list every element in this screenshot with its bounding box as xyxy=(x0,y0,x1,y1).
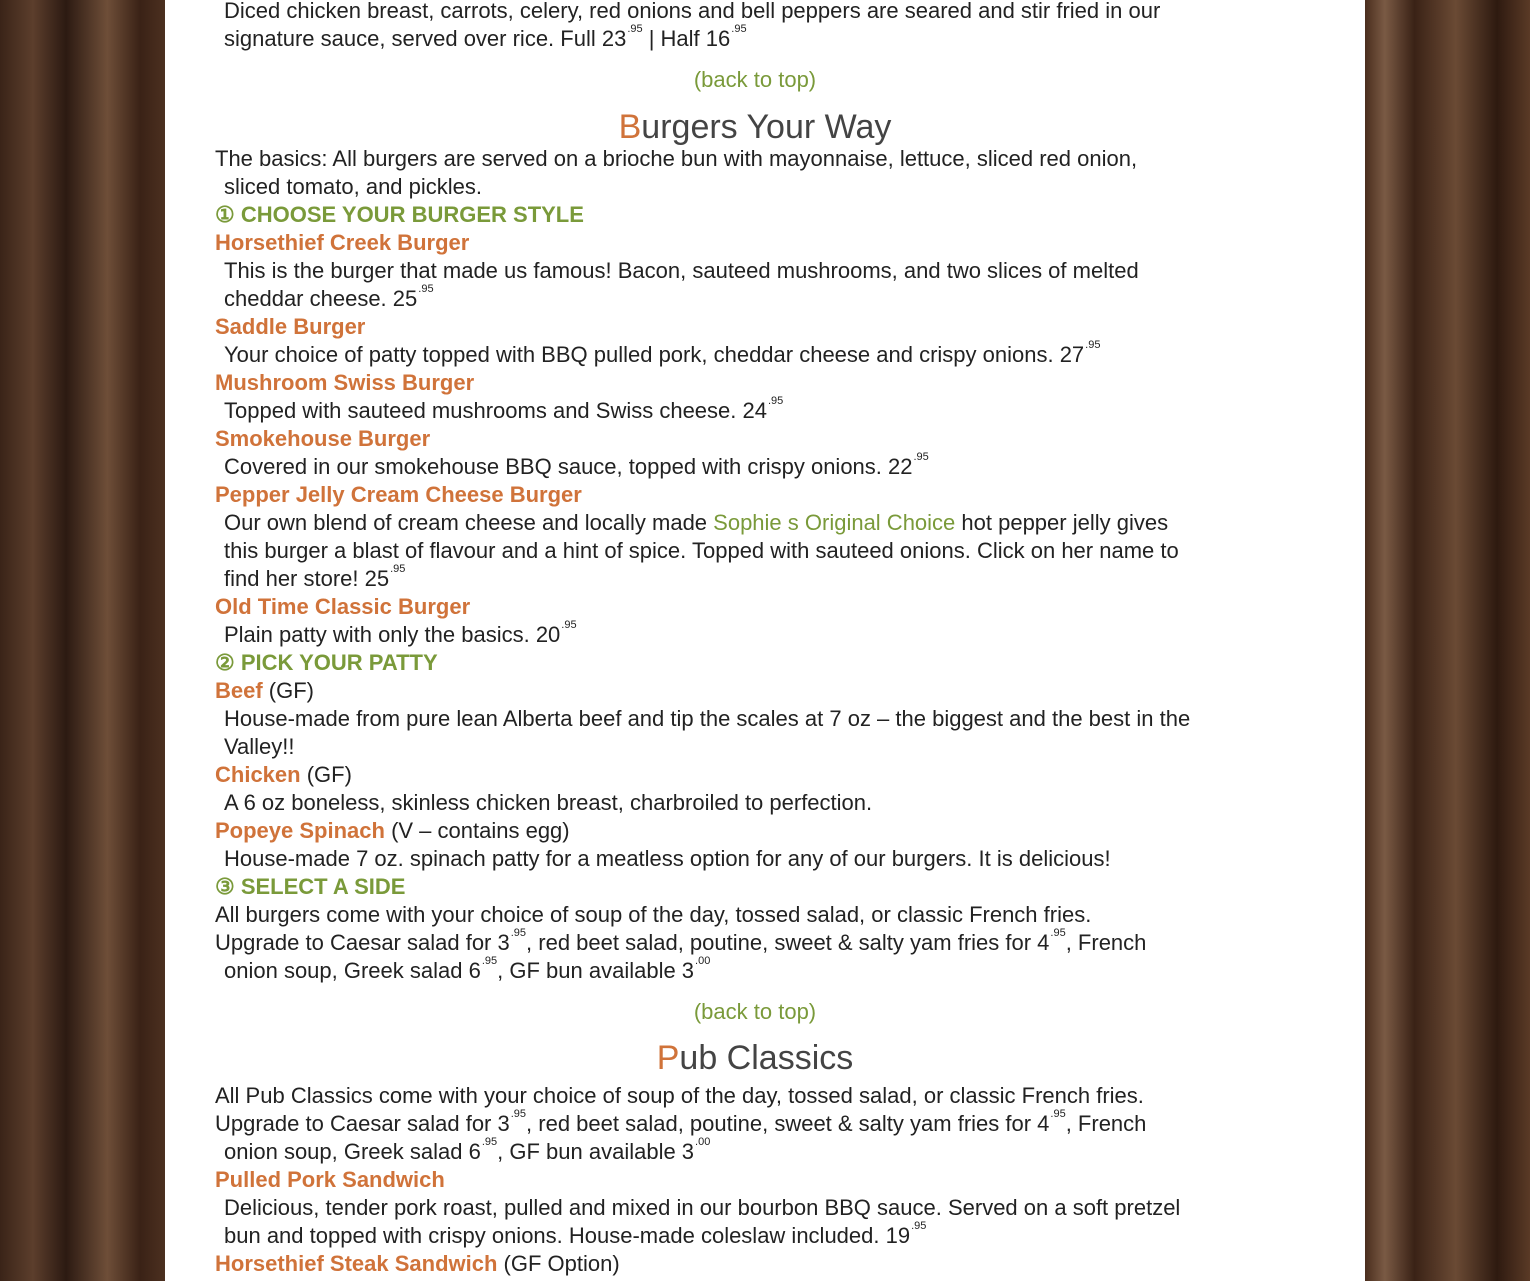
item-description: Covered in our smokehouse BBQ sauce, topped with crispy onions. $22^{.95}$ xyxy=(224,451,929,479)
menu-item xyxy=(215,229,1295,313)
item-note: (V – contains egg) xyxy=(384,818,570,843)
menu-item xyxy=(215,1166,1295,1250)
item-title: Horsethief Steak Sandwich xyxy=(215,1251,498,1276)
menu-page xyxy=(165,0,1365,1281)
menu-content xyxy=(215,0,1295,1278)
item-description: House-made 7 oz. spinach patty for a meatless option for any of our burgers. It is delicious! xyxy=(224,846,1111,871)
section-title-burgers: Burgers Your Way xyxy=(618,108,892,146)
sophies-original-choice-link[interactable]: Sophie s Original Choice xyxy=(713,510,956,535)
item-description: A 6 oz boneless, skinless chicken breast, charbroiled to perfection. xyxy=(224,790,873,815)
item-title: Horsethief Creek Burger xyxy=(215,230,470,255)
wood-background-right xyxy=(1365,0,1530,1281)
item-title: Smokehouse Burger xyxy=(215,426,431,451)
menu-item xyxy=(215,1250,1295,1278)
item-title: Mushroom Swiss Burger xyxy=(215,370,475,395)
prev-item-description: Diced chicken breast, carrots, celery, red onions and bell peppers are seared and stir fried in our signature sauce, served over rice. Full $23^{.95}$ | Half $16^{.95}$ xyxy=(224,0,1161,51)
menu-item xyxy=(215,481,1295,593)
menu-item xyxy=(215,677,1295,761)
item-note: (GF) xyxy=(300,762,352,787)
sides-info: All burgers come with your choice of soup of the day, tossed salad, or classic French fries. Upgrade to Caesar salad for $3^{.95}$, red beet salad, poutine, sweet & salty yam fries for $4^{.95}$, French onion soup, Greek salad $6^{.95}$, GF bun available $3^{.00}$ xyxy=(215,902,1147,983)
item-note: (GF) xyxy=(262,678,315,703)
item-title: Chicken xyxy=(215,762,301,787)
burgers-intro: The basics: All burgers are served on a brioche bun with mayonnaise, lettuce, sliced red onion, sliced tomato, and pickles. xyxy=(215,146,1138,199)
item-description: Our own blend of cream cheese and locally made Sophie s Original Choice hot pepper jelly gives this burger a blast of flavour and a hint of spice. Topped with sauteed onions. Click on her name to find her store! $25^{.95}$ xyxy=(224,510,1179,591)
back-to-top-link[interactable]: (back to top) xyxy=(693,999,817,1024)
menu-item xyxy=(215,369,1295,425)
back-to-top-link[interactable]: (back to top) xyxy=(693,67,817,92)
item-title: Pulled Pork Sandwich xyxy=(215,1167,445,1192)
menu-item xyxy=(215,817,1295,873)
menu-item xyxy=(215,761,1295,817)
wood-background-left xyxy=(0,0,165,1281)
menu-item xyxy=(215,313,1295,369)
item-description: Topped with sauteed mushrooms and Swiss cheese. $24^{.95}$ xyxy=(224,395,784,423)
item-description: Your choice of patty topped with BBQ pulled pork, cheddar cheese and crispy onions. $27^{.95}$ xyxy=(224,339,1101,367)
item-title: Beef xyxy=(215,678,263,703)
pub-sides-info: All Pub Classics come with your choice of soup of the day, tossed salad, or classic French fries. Upgrade to Caesar salad for $3^{.95}$, red beet salad, poutine, sweet & salty yam fries for $4^{.95}$, French onion soup, Greek salad $6^{.95}$, GF bun available $3^{.00}$ xyxy=(215,1083,1147,1164)
step-choose-burger-style: ① CHOOSE YOUR BURGER STYLE xyxy=(215,202,584,227)
item-title: Old Time Classic Burger xyxy=(215,594,471,619)
item-title: Popeye Spinach xyxy=(215,818,385,843)
item-description: House-made from pure lean Alberta beef and tip the scales at 7 oz – the biggest and the best in the Valley!! xyxy=(224,706,1191,759)
step-select-side: ③ SELECT A SIDE xyxy=(215,874,406,899)
step-pick-patty: ② PICK YOUR PATTY xyxy=(215,650,438,675)
section-title-pub-classics: Pub Classics xyxy=(656,1039,854,1077)
item-description: Plain patty with only the basics. $20^{.95}$ xyxy=(224,619,577,647)
item-description: Delicious, tender pork roast, pulled and mixed in our bourbon BBQ sauce. Served on a soft pretzel bun and topped with crispy onions. House-made coleslaw included. $19^{.95}$ xyxy=(224,1195,1181,1248)
item-note: (GF Option) xyxy=(497,1251,620,1276)
menu-item xyxy=(215,425,1295,481)
item-title: Pepper Jelly Cream Cheese Burger xyxy=(215,482,582,507)
menu-item xyxy=(215,593,1295,649)
item-description: This is the burger that made us famous! Bacon, sauteed mushrooms, and two slices of melted cheddar cheese. $25^{.95}$ xyxy=(224,258,1139,311)
item-title: Saddle Burger xyxy=(215,314,366,339)
